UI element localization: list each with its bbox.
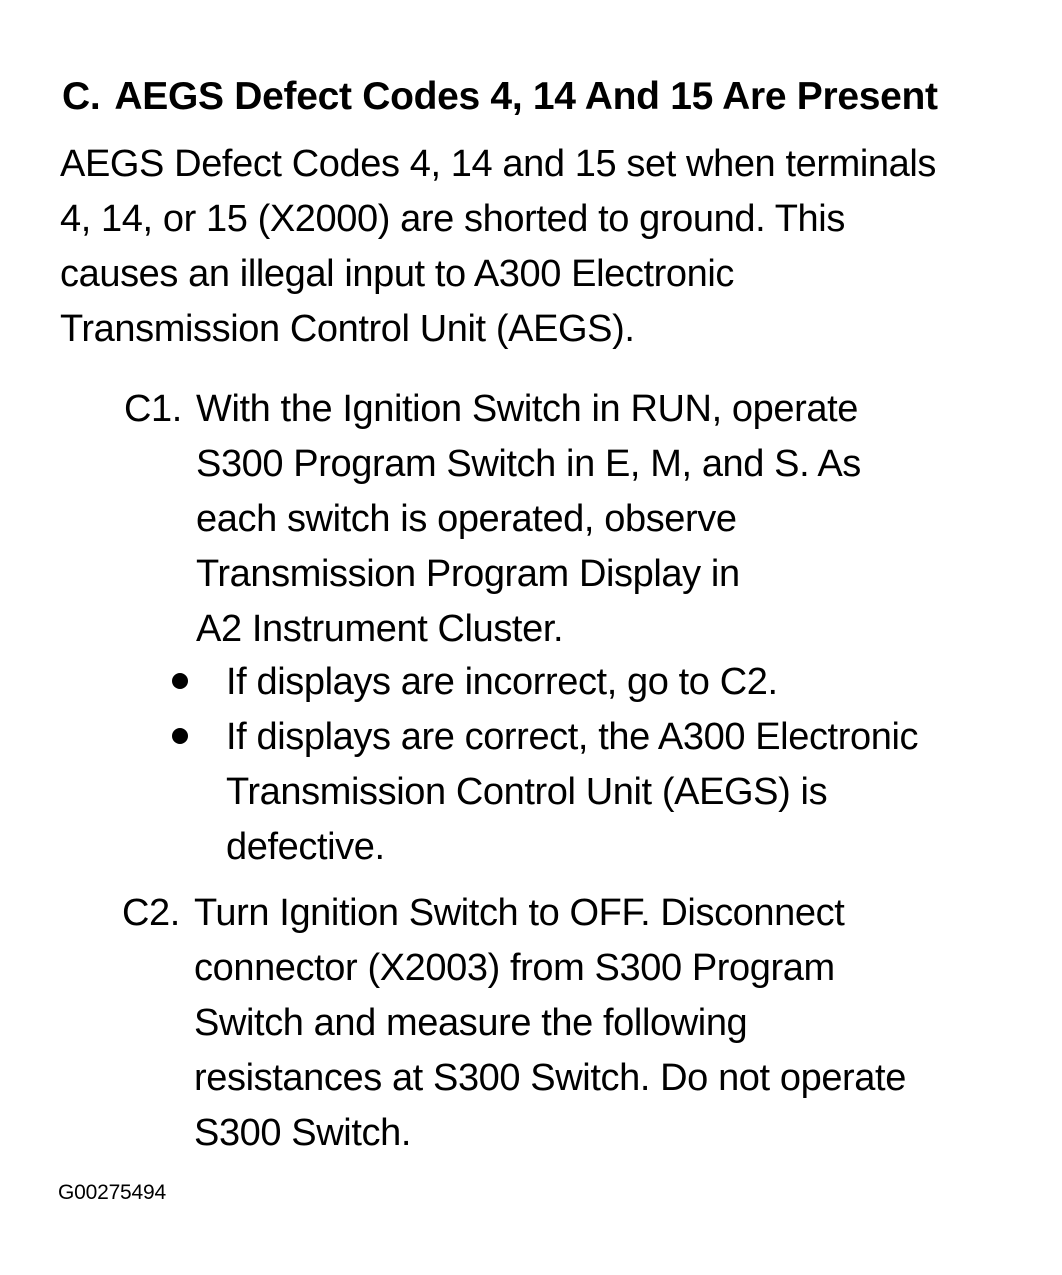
step-number: C2.: [122, 892, 180, 934]
step-line: resistances at S300 Switch. Do not operate: [194, 1057, 906, 1099]
section-title: AEGS Defect Codes 4, 14 And 15 Are Present: [114, 75, 938, 118]
step-number: C1.: [124, 388, 182, 430]
step-line: S300 Program Switch in E, M, and S. As: [196, 443, 861, 485]
step-line: Transmission Program Display in: [196, 553, 740, 595]
step-line: S300 Switch.: [194, 1112, 411, 1154]
bullet-line: If displays are incorrect, go to C2.: [226, 661, 778, 703]
figure-id: G00275494: [58, 1181, 166, 1204]
bullet-item: [172, 710, 918, 875]
step-line: Turn Ignition Switch to OFF. Disconnect: [194, 892, 845, 934]
intro-line: AEGS Defect Codes 4, 14 and 15 set when terminals: [60, 143, 936, 185]
step-line: connector (X2003) from S300 Program: [194, 947, 835, 989]
bullet-item: [172, 655, 918, 710]
section-letter: C.: [62, 75, 101, 118]
step-line: Switch and measure the following: [194, 1002, 748, 1044]
section-heading: [62, 72, 938, 122]
intro-line: Transmission Control Unit (AEGS).: [60, 308, 635, 350]
step-line: A2 Instrument Cluster.: [196, 608, 564, 650]
bullet-dot-icon: [172, 673, 188, 689]
intro-line: 4, 14, or 15 (X2000) are shorted to ground. This: [60, 198, 845, 240]
result-bullet-list: [172, 655, 918, 875]
step-c1: [124, 382, 861, 657]
bullet-line: defective.: [226, 826, 385, 868]
intro-line: causes an illegal input to A300 Electronic: [60, 253, 734, 295]
bullet-line: If displays are correct, the A300 Electronic: [226, 716, 919, 758]
step-line: With the Ignition Switch in RUN, operate: [196, 388, 858, 430]
step-c2: [122, 886, 906, 1161]
intro-paragraph: [60, 137, 1050, 357]
bullet-dot-icon: [172, 728, 188, 744]
step-line: each switch is operated, observe: [196, 498, 737, 540]
bullet-line: Transmission Control Unit (AEGS) is: [226, 771, 828, 813]
